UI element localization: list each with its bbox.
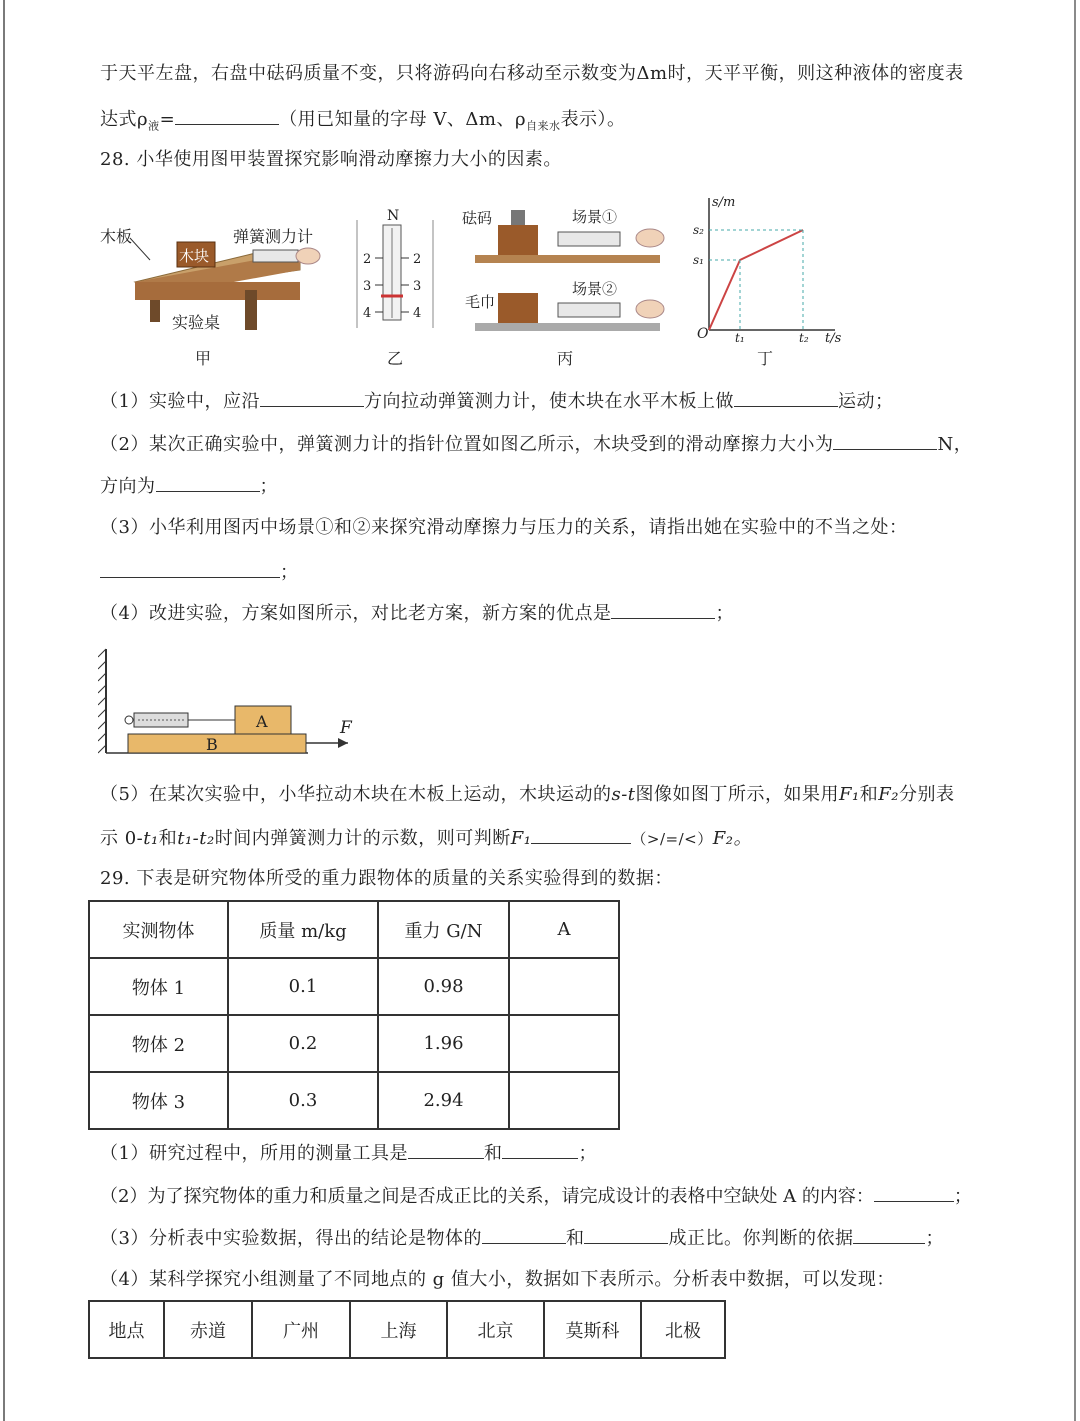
origin-label: O	[697, 326, 709, 342]
answer-blank[interactable]	[874, 1183, 954, 1202]
caption-jia: 甲	[195, 349, 212, 368]
table-cell[interactable]	[509, 1072, 619, 1129]
text: （2）某次正确实验中，弹簧测力计的指针位置如图乙所示，木块受到的滑动摩擦力大小为	[100, 434, 834, 455]
q28-part-2b	[100, 473, 278, 499]
answer-blank[interactable]	[531, 825, 631, 844]
table-cell: 广州	[252, 1301, 350, 1358]
text: ；	[280, 562, 299, 583]
text: ；	[925, 1228, 944, 1249]
table-header-row	[89, 901, 619, 958]
text: F₁	[510, 828, 532, 849]
table-row	[89, 1072, 619, 1129]
text: （4）某科学探究小组测量了不同地点的 g 值大小，数据如下表所示。分析表中数据，可以发现：	[100, 1269, 895, 1290]
q28-part-3	[100, 516, 907, 540]
table-cell: 物体 3	[89, 1072, 228, 1129]
subscript: 自来水	[526, 119, 561, 133]
table-cell: 0.2	[228, 1015, 378, 1072]
answer-blank[interactable]	[408, 1140, 484, 1159]
answer-blank[interactable]	[100, 559, 280, 578]
label-block-B: B	[206, 735, 218, 754]
table-row	[89, 958, 619, 1015]
answer-blank[interactable]	[260, 388, 364, 407]
table-cell: 2.94	[378, 1072, 509, 1129]
text: （用已知量的字母 V、Δm、ρ	[279, 109, 527, 130]
subscript: 液	[148, 119, 160, 133]
text: F₂	[878, 784, 899, 805]
table-cell[interactable]	[509, 958, 619, 1015]
table-row	[89, 1015, 619, 1072]
table-cell: 地点	[89, 1301, 164, 1358]
tick-2-left: 2	[363, 252, 372, 267]
caption-ding: 丁	[757, 349, 774, 368]
label-block: 木块	[179, 247, 210, 265]
figure-ding	[709, 198, 835, 330]
text: （3）小华利用图丙中场景①和②来探究滑动摩擦力与压力的关系，请指出她在实验中的不当之处：	[100, 517, 908, 538]
text: F₂。	[712, 828, 752, 849]
table-cell: 北京	[447, 1301, 544, 1358]
label-board: 木板	[100, 227, 133, 246]
answer-blank[interactable]	[584, 1225, 668, 1244]
paragraph-line-1	[100, 62, 964, 86]
table-header: 重力 G/N	[378, 901, 509, 958]
text: ；	[715, 603, 734, 624]
question-28-title	[100, 148, 562, 172]
right-border	[1074, 0, 1076, 1421]
left-border	[3, 0, 5, 1421]
table-header: 实测物体	[89, 901, 228, 958]
caption-bing: 丙	[557, 349, 574, 368]
table-cell: 0.1	[228, 958, 378, 1015]
answer-blank[interactable]	[611, 600, 715, 619]
tick-3-right: 3	[413, 279, 422, 294]
text: 29. 下表是研究物体所受的重力跟物体的质量的关系实验得到的数据：	[100, 868, 673, 889]
label-block-A: A	[256, 712, 268, 731]
text: ；	[259, 476, 278, 497]
label-spring-meter: 弹簧测力计	[233, 227, 314, 246]
answer-blank[interactable]	[175, 106, 279, 125]
table-cell: 北极	[641, 1301, 725, 1358]
text: 于天平左盘，右盘中砝码质量不变，只将游码向右移动至示数变为Δm时，天平平衡，则这种液体的密度表	[100, 63, 964, 84]
axis-label-s: s/m	[712, 195, 736, 210]
table-cell: 莫斯科	[544, 1301, 641, 1358]
text: （1）研究过程中，所用的测量工具是	[100, 1143, 408, 1164]
q28-part-5b	[100, 825, 752, 851]
label-t1: t₁	[735, 331, 745, 345]
question-29-title	[100, 867, 673, 891]
text: 分别表	[898, 784, 955, 805]
text: 表示）。	[560, 109, 626, 130]
q28-part-5	[100, 783, 954, 807]
text: 方向为	[100, 476, 156, 497]
text: ；	[953, 1186, 972, 1207]
text: =	[159, 109, 176, 130]
text: 28. 小华使用图甲装置探究影响滑动摩擦力大小的因素。	[100, 149, 562, 170]
label-towel: 毛巾	[465, 293, 496, 311]
text: 示 0-	[100, 828, 144, 849]
q29-part-1	[100, 1140, 597, 1166]
text: 和	[483, 1143, 503, 1164]
text: 达式ρ	[100, 109, 149, 130]
text: （4）改进实验，方案如图所示，对比老方案，新方案的优点是	[100, 603, 612, 624]
table-cell: 1.96	[378, 1015, 509, 1072]
text: （5）在某次实验中，小华拉动木块在木板上运动，木块运动的	[100, 784, 612, 805]
text: 图像如图丁所示，如果用	[635, 784, 840, 805]
table-cell: 上海	[350, 1301, 447, 1358]
table-cell: 0.98	[378, 958, 509, 1015]
label-s2: s₂	[693, 223, 704, 237]
figure-28	[95, 190, 865, 375]
tick-3-left: 3	[363, 279, 372, 294]
answer-blank[interactable]	[734, 388, 838, 407]
table-row	[89, 1301, 725, 1358]
figure-bing	[475, 210, 664, 331]
label-s1: s₁	[693, 253, 704, 267]
tick-4-right: 4	[413, 306, 422, 321]
text: 和	[565, 1228, 585, 1249]
label-t2: t₂	[799, 331, 809, 345]
q29-part-4	[100, 1268, 895, 1292]
table-cell: 物体 1	[89, 958, 228, 1015]
table-header: A	[509, 901, 619, 958]
text: t₁	[143, 828, 159, 849]
label-scene-2: 场景②	[572, 280, 618, 298]
table-header: 质量 m/kg	[228, 901, 378, 958]
text: 成正比。你判断的依据	[668, 1228, 854, 1249]
text: （>/=/<）	[631, 830, 713, 848]
text: F₁	[839, 784, 860, 805]
figure-jia	[130, 238, 320, 330]
text: 运动；	[837, 391, 894, 412]
answer-blank[interactable]	[853, 1225, 925, 1244]
answer-blank[interactable]	[482, 1225, 566, 1244]
q28-part-4	[100, 600, 734, 626]
table-cell: 0.3	[228, 1072, 378, 1129]
table-cell: 赤道	[164, 1301, 252, 1358]
text: s-t	[611, 784, 636, 805]
text: （2）为了探究物体的重力和质量之间是否成正比的关系，请完成设计的表格中空缺处 A 的内容：	[100, 1186, 874, 1207]
text: t₁-t₂	[177, 828, 215, 849]
text: 方向拉动弹簧测力计，使木块在水平木板上做	[363, 391, 734, 412]
text: （1）实验中，应沿	[100, 391, 260, 412]
q29-part-3	[100, 1225, 944, 1251]
tick-2-right: 2	[413, 252, 422, 267]
q28-part-1	[100, 388, 893, 414]
text: ；	[578, 1143, 597, 1164]
label-scene-1: 场景①	[572, 208, 618, 226]
table-cell: 物体 2	[89, 1015, 228, 1072]
text: 和	[859, 784, 879, 805]
answer-blank[interactable]	[502, 1140, 578, 1159]
gravity-mass-table	[88, 900, 620, 1130]
figure-new-scheme	[98, 645, 368, 760]
q28-part-2	[100, 431, 972, 457]
paragraph-line-2	[100, 106, 626, 139]
q28-part-3-answer	[100, 559, 299, 585]
label-unit-N: N	[387, 208, 400, 224]
caption-yi: 乙	[387, 349, 404, 368]
axis-label-t: t/s	[825, 331, 842, 346]
answer-blank[interactable]	[156, 473, 260, 492]
text: 时间内弹簧测力计的示数，则可判断	[214, 828, 511, 849]
answer-blank[interactable]	[833, 431, 937, 450]
tick-4-left: 4	[363, 306, 372, 321]
text: 和	[158, 828, 178, 849]
label-weight: 砝码	[462, 209, 493, 227]
q29-part-2	[100, 1183, 972, 1209]
label-table: 实验桌	[172, 313, 221, 332]
g-value-table	[88, 1300, 726, 1359]
table-cell[interactable]	[509, 1015, 619, 1072]
label-force-F: F	[340, 718, 352, 738]
text: N，	[937, 434, 973, 455]
text: （3）分析表中实验数据，得出的结论是物体的	[100, 1228, 482, 1249]
